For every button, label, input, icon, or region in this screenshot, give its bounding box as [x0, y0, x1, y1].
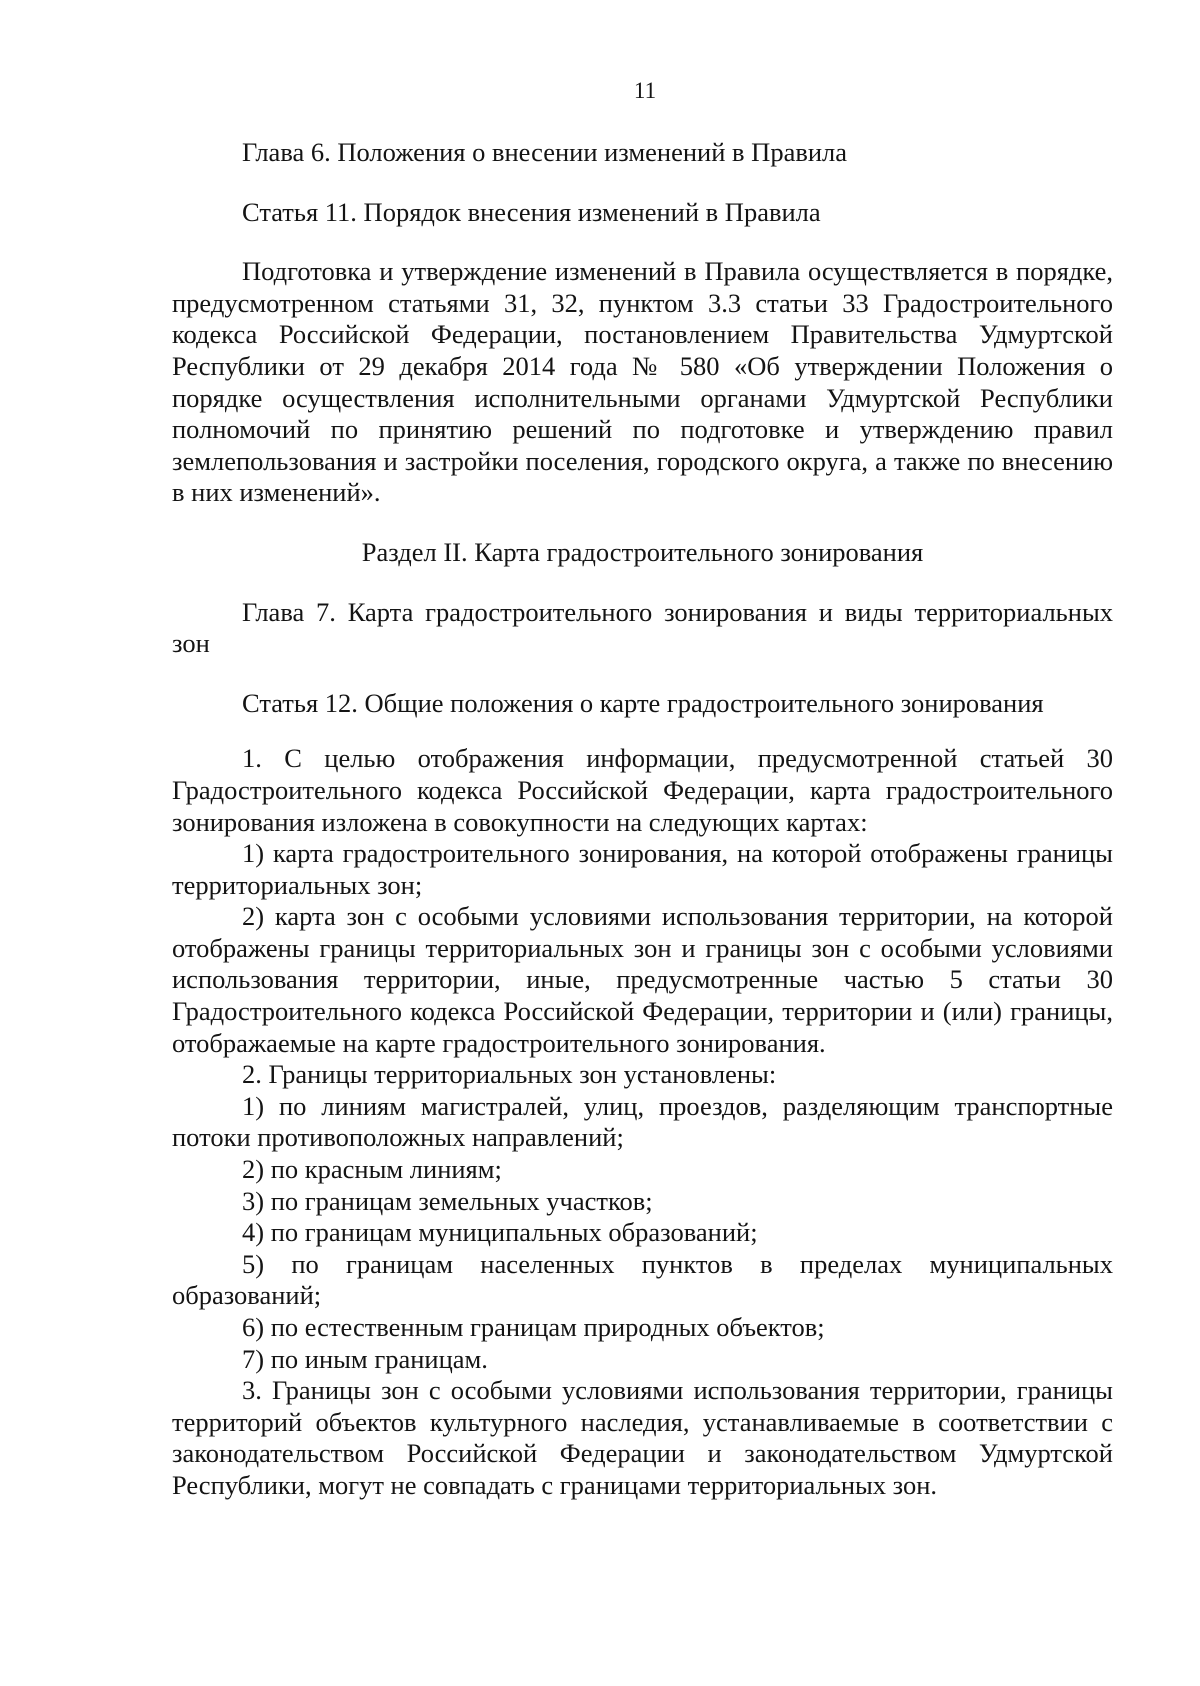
- article-12-paragraph: 7) по иным границам.: [242, 1343, 488, 1374]
- article-12-paragraph: 2) карта зон с особыми условиями использования территории, на которой отображены границы территориальных зон и границы зон с особыми условиями использования территории, иные, предусмотренные частью 5 статьи 30 Градостроительного кодекса Российской Федерации, территории и (или) границы, отображаемые на карте градостроительного зонирования.: [172, 901, 1113, 1058]
- article-12-body: [172, 743, 1113, 1501]
- article-12-paragraph: 2. Границы территориальных зон установлены:: [242, 1059, 777, 1090]
- page-number: 11: [633, 78, 657, 103]
- section-2-heading: Раздел II. Карта градостроительного зонирования: [361, 536, 924, 567]
- article-12-paragraph: 3. Границы зон с особыми условиями использования территории, границы территорий объектов культурного наследия, устанавливаемые в соответствии с законодательством Российской Федерации и законодательством Удмуртской Республики, могут не совпадать с границами территориальных зон.: [172, 1375, 1113, 1500]
- article-11-text: Подготовка и утверждение изменений в Правила осуществляется в порядке, предусмотренном статьями 31, 32, пунктом 3.3 статьи 33 Градостроительного кодекса Российской Федерации, постановлением Правительства Удмуртской Республики от 29 декабря 2014 года № 580 «Об утверждении Положения о порядке осуществления исполнительными органами Удмуртской Республики полномочий по принятию решений по подготовке и утверждению правил землепользования и застройки поселения, городского округа, а также по внесению в них изменений».: [172, 256, 1113, 508]
- article-12-paragraph: 6) по естественным границам природных объектов;: [242, 1312, 825, 1342]
- document-body: [172, 137, 1113, 1502]
- article-11-heading: Статья 11. Порядок внесения изменений в Правила: [242, 196, 821, 227]
- chapter-7-heading: Глава 7. Карта градостроительного зонирования и виды территориальных зон: [172, 596, 1113, 659]
- article-12-paragraph: 1) карта градостроительного зонирования, на которой отображены границы территориальных зон;: [172, 838, 1113, 900]
- article-12-heading: Статья 12. Общие положения о карте градостроительного зонирования: [242, 687, 1044, 718]
- article-12-paragraph: 3) по границам земельных участков;: [242, 1185, 653, 1216]
- article-12-paragraph: 2) по красным линиям;: [242, 1154, 502, 1185]
- article-12-paragraph: 1. С целью отображения информации, предусмотренной статьей 30 Градостроительного кодекса Российской Федерации, карта градостроительного зонирования изложена в совокупности на следующих картах:: [172, 743, 1113, 837]
- chapter-6-heading: Глава 6. Положения о внесении изменений в Правила: [242, 137, 848, 167]
- article-12-paragraph: 1) по линиям магистралей, улиц, проездов, разделяющим транспортные потоки противоположных направлений;: [172, 1090, 1113, 1153]
- article-12-paragraph: 5) по границам населенных пунктов в пределах муниципальных образований;: [172, 1248, 1113, 1311]
- article-12-paragraph: 4) по границам муниципальных образований;: [242, 1217, 758, 1248]
